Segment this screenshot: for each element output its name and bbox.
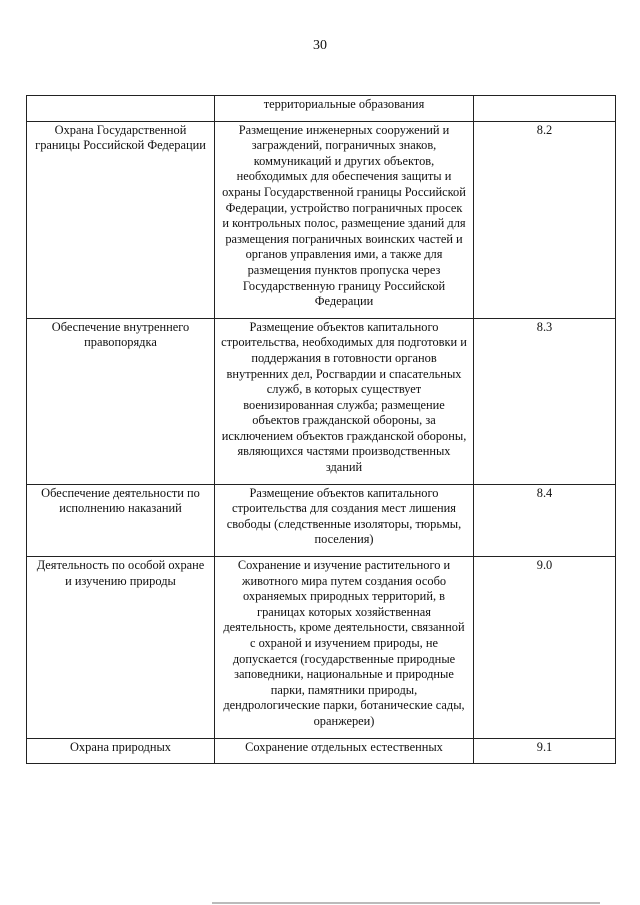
table-row <box>27 484 616 556</box>
cell-name: Обеспечение деятельности по исполнению наказаний <box>27 484 215 556</box>
cell-description: Размещение объектов капитального строительства для создания мест лишения свободы (следственные изоляторы, тюрьмы, поселения) <box>215 484 474 556</box>
cell-code: 8.3 <box>474 318 616 484</box>
table-row <box>27 557 616 739</box>
table-row <box>27 96 616 122</box>
land-use-table <box>26 95 616 764</box>
cell-name: Деятельность по особой охране и изучению природы <box>27 557 215 739</box>
cell-name <box>27 96 215 122</box>
cell-code: 9.1 <box>474 738 616 764</box>
cell-code: 8.4 <box>474 484 616 556</box>
page-number: 30 <box>313 38 327 53</box>
table-row <box>27 318 616 484</box>
cell-description: Размещение инженерных сооружений и заграждений, пограничных знаков, коммуникаций и других объектов, необходимых для обеспечения защиты и охраны Государственной границы Российской Федерации, устройство пограничных просек и контрольных полос, размещение зданий для размещения пограничных воинских частей и органов управления ими, а также для размещения пунктов пропуска через Государственную границу Российской Федерации <box>215 121 474 318</box>
cell-code <box>474 96 616 122</box>
cell-name: Охрана природных <box>27 738 215 764</box>
cell-description: Размещение объектов капитального строительства, необходимых для подготовки и поддержания в готовности органов внутренних дел, Росгвардии и спасательных служб, в которых существует военизированная служба; размещение объектов гражданской обороны, за исключением объектов гражданской обороны, являющихся частями производственных зданий <box>215 318 474 484</box>
cell-description: Сохранение и изучение растительного и животного мира путем создания особо охраняемых природных территорий, в границах которых хозяйственная деятельность, кроме деятельности, связанной с охраной и изучением природы, не допускается (государственные природные заповедники, национальные и природные парки, памятники природы, дендрологические парки, ботанические сады, оранжереи) <box>215 557 474 739</box>
cell-code: 9.0 <box>474 557 616 739</box>
table-row <box>27 121 616 318</box>
cell-name: Охрана Государственной границы Российской Федерации <box>27 121 215 318</box>
table-row <box>27 738 616 764</box>
cell-description: территориальные образования <box>215 96 474 122</box>
cell-name: Обеспечение внутреннего правопорядка <box>27 318 215 484</box>
cell-code: 8.2 <box>474 121 616 318</box>
cell-description: Сохранение отдельных естественных <box>215 738 474 764</box>
